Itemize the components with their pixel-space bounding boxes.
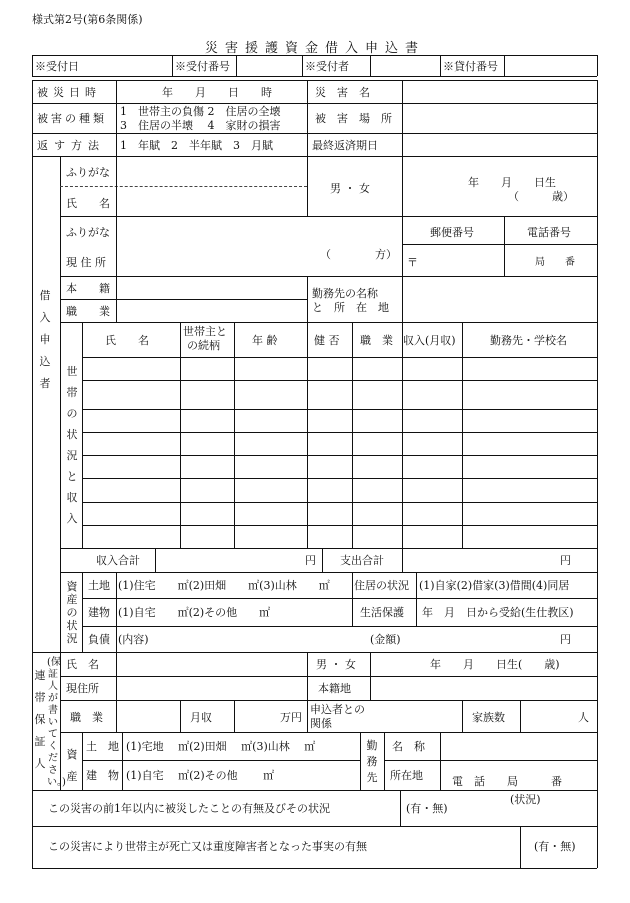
- guarantor-monthly-label: 月収: [190, 711, 212, 724]
- frame-right: [597, 80, 598, 868]
- assets-land-label: 土地: [88, 579, 110, 592]
- col-work: 勤務先・学校名: [490, 334, 567, 347]
- col-income: 収入(月収): [403, 334, 456, 347]
- guarantor-relation-2: 関係: [310, 717, 332, 730]
- question-1-status: (状況): [510, 793, 541, 806]
- assets-building-label: 建物: [88, 606, 110, 619]
- receipt-person-label: ※受付者: [305, 60, 349, 73]
- final-date-label: 最終返済期日: [312, 139, 378, 152]
- disaster-date-label: 被災日時: [37, 86, 101, 99]
- col-job: 職 業: [360, 334, 393, 347]
- damage-place-label: 被 害 場 所: [315, 112, 392, 125]
- guarantor-address-label: 現住所: [66, 682, 99, 695]
- welfare-label: 生活保護: [360, 606, 404, 619]
- question-2: この災害により世帯主が死亡又は重度障害者となった事実の有無: [48, 840, 367, 853]
- guarantor-honseki-label: 本籍地: [318, 682, 351, 695]
- guarantor-birth: 年 月 日生( 歳): [430, 658, 560, 671]
- question-1-yesno: (有・無): [406, 802, 448, 815]
- debt-content: (内容): [118, 633, 149, 646]
- col-age: 年 齢: [252, 334, 278, 347]
- debt-label: 負債: [88, 633, 110, 646]
- col-health: 健 否: [314, 334, 340, 347]
- guarantor-persons: 人: [578, 711, 589, 724]
- repay-method-label: 返す方法: [37, 139, 105, 152]
- gender-select: 男 ・ 女: [330, 182, 370, 195]
- expense-total-yen: 円: [560, 554, 571, 567]
- receipt-number-label: ※受付番号: [175, 60, 230, 73]
- repay-options: 1 年賦 2 半年賦 3 月賦: [120, 139, 273, 152]
- debt-yen: 円: [560, 633, 571, 646]
- damage-type-label: 被害の種類: [37, 112, 107, 125]
- guarantor-side-label: 連帯保証人: [34, 669, 46, 770]
- guarantor-family-label: 家族数: [472, 711, 505, 724]
- guarantor-building-label: 建 物: [86, 769, 119, 782]
- damage-options-2: 3 住居の半壊 4 家財の損害: [120, 119, 281, 132]
- disaster-name-label: 災 害 名: [315, 86, 370, 99]
- applicant-side-label: 借入申込者: [39, 289, 51, 390]
- assets-land-options: (1)住宅 ㎡(2)田畑 ㎡(3)山林 ㎡: [118, 579, 330, 592]
- income-total-label: 収入合計: [96, 554, 140, 567]
- furigana-label: ふりがな: [66, 166, 110, 179]
- household-side-label: 世帯の状況と収入: [66, 365, 78, 525]
- phone-exchange: 局 番: [535, 257, 575, 268]
- guarantor-job-label: 職 業: [70, 711, 103, 724]
- guarantor-land-label: 土 地: [86, 740, 119, 753]
- debt-amount: (金額): [370, 633, 401, 646]
- guarantor-wp-phone: 電 話 局 番: [452, 775, 562, 788]
- phone-label: 電話番号: [527, 226, 571, 239]
- guarantor-wp-name: 名 称: [392, 740, 425, 753]
- expense-total-label: 支出合計: [340, 554, 384, 567]
- form-number: 様式第2号(第6条関係): [32, 13, 143, 26]
- question-2-yesno: (有・無): [534, 840, 576, 853]
- housing-options: (1)自家(2)借家(3)借間(4)同居: [419, 579, 570, 592]
- housing-label: 住居の状況: [354, 579, 409, 592]
- welfare-options: 年 月 日から受給(生仕教区): [422, 606, 574, 619]
- col-relation-1: 世帯主と: [183, 325, 227, 338]
- workplace-label-2: と 所 在 地: [312, 301, 389, 314]
- age: （ 歳）: [508, 190, 574, 203]
- question-1: この災害の前1年以内に被災したことの有無及びその状況: [48, 802, 330, 815]
- guarantor-workplace-label: 勤務先: [366, 739, 378, 784]
- col-relation-2: の続柄: [187, 339, 220, 352]
- loan-number-label: ※貸付番号: [443, 60, 498, 73]
- name-label: 氏 名: [66, 197, 110, 210]
- page-title: 災害援護資金借入申込書: [204, 41, 425, 56]
- income-total-yen: 円: [305, 554, 316, 567]
- furigana2-label: ふりがな: [66, 226, 110, 239]
- guarantor-name-label: 氏 名: [66, 658, 99, 671]
- assets-building-options: (1)自宅 ㎡(2)その他 ㎡: [118, 606, 271, 619]
- guarantor-land-options: (1)宅地 ㎡(2)田畑 ㎡(3)山林 ㎡: [126, 740, 316, 753]
- guarantor-wp-address: 所在地: [390, 769, 423, 782]
- col-name: 氏 名: [105, 334, 149, 347]
- guarantor-man-yen: 万円: [280, 711, 302, 724]
- guarantor-note: (保証人が書いてください。): [47, 657, 66, 788]
- guarantor-building-options: (1)自宅 ㎡(2)その他 ㎡: [126, 769, 275, 782]
- workplace-label-1: 勤務先の名称: [312, 287, 378, 300]
- assets-side-label: 資産の状況: [66, 580, 78, 645]
- disaster-date-value: 年 月 日 時: [162, 86, 272, 99]
- damage-options-1: 1 世帯主の負傷 2 住居の全壊: [120, 105, 281, 118]
- guarantor-relation-1: 申込者との: [310, 703, 365, 716]
- guarantor-assets-label: 資産: [66, 748, 78, 783]
- birth-date: 年 月 日生: [468, 176, 556, 189]
- address-label: 現 住 所: [66, 256, 106, 269]
- guarantor-gender: 男 ・ 女: [316, 658, 356, 671]
- honseki-label: 本 籍: [66, 282, 110, 295]
- postal-mark: 〒: [407, 256, 418, 269]
- job-label: 職 業: [66, 305, 110, 318]
- address-paren: （ 方）: [320, 248, 397, 261]
- receipt-date-label: ※受付日: [35, 60, 79, 73]
- postal-label: 郵便番号: [430, 226, 474, 239]
